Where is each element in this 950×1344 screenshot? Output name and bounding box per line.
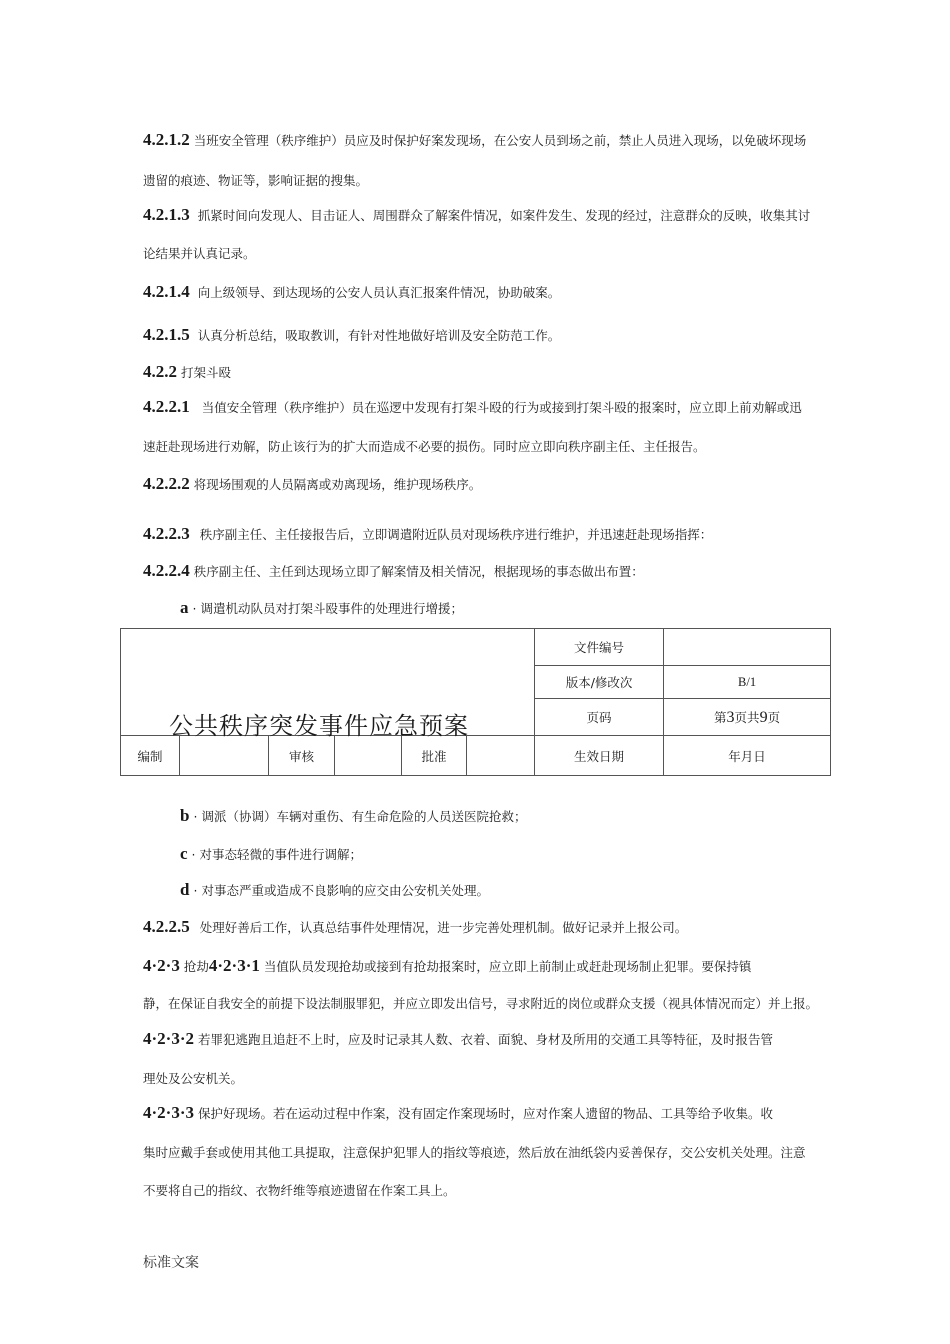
section-continuation: 论结果并认真记录。 bbox=[143, 246, 256, 261]
bullet-dot: · bbox=[193, 883, 198, 898]
section-4-2-2-4 bbox=[143, 561, 644, 581]
section-text: 秩序副主任、主任到达现场立即了解案情及相关情况，根据现场的事态做出布置： bbox=[193, 564, 644, 579]
section-4-2-1-3 bbox=[143, 205, 810, 225]
section-text: 将现场围观的人员隔离或劝离现场，维护现场秩序。 bbox=[193, 477, 482, 492]
section-4-2-1-2 bbox=[143, 130, 806, 150]
section-4-2-2 bbox=[143, 362, 231, 382]
section-text: 抓紧时间向发现人、目击证人、周围群众了解案件情况，如案件发生、发现的经过，注意群众的反映，收集其讨 bbox=[197, 208, 811, 223]
section-4-2-1-5 bbox=[143, 325, 560, 345]
list-item-c bbox=[180, 844, 362, 864]
review-value bbox=[335, 736, 402, 776]
section-4-2-3 bbox=[143, 956, 751, 976]
page-current: 3 bbox=[726, 708, 735, 726]
version-label: 版本/修改次 bbox=[535, 666, 664, 699]
section-text: 当班安全管理（秩序维护）员应及时保护好案发现场，在公安人员到场之前，禁止人员进入现场，以免破坏现场 bbox=[193, 133, 807, 148]
section-number: 4.2.2.3 bbox=[143, 524, 190, 543]
section-4-2-3-2 bbox=[143, 1029, 773, 1049]
page-mid: 页共 bbox=[734, 709, 760, 725]
subsection-number: 4·2·3·1 bbox=[208, 956, 260, 975]
section-number: 4.2.1.3 bbox=[143, 205, 190, 224]
section-number: 4.2.2.4 bbox=[143, 561, 190, 580]
list-item-d bbox=[180, 880, 489, 900]
list-item-text: 调遣机动队员对打架斗殴事件的处理进行增援； bbox=[200, 601, 463, 616]
bullet-dot: · bbox=[191, 847, 196, 862]
section-number: 4·2·3·2 bbox=[143, 1029, 195, 1048]
section-number: 4.2.1.4 bbox=[143, 282, 190, 301]
section-number: 4.2.1.2 bbox=[143, 130, 190, 149]
section-text: 当值队员发现抢劫或接到有抢劫报案时，应立即上前制止或赶赴现场制止犯罪。要保持镇 bbox=[263, 959, 752, 974]
page-footer: 标准文案 bbox=[143, 1255, 199, 1271]
section-continuation: 理处及公安机关。 bbox=[143, 1071, 244, 1086]
section-4-2-1-4 bbox=[143, 282, 560, 302]
section-text: 若罪犯逃跑且追赶不上时，应及时记录其人数、衣着、面貌、身材及所用的交通工具等特征，及时报告管 bbox=[198, 1032, 774, 1047]
bullet-dot: · bbox=[192, 601, 197, 616]
section-4-2-3-3 bbox=[143, 1103, 773, 1123]
page-label: 页码 bbox=[535, 699, 664, 736]
list-item-text: 对事态轻微的事件进行调解； bbox=[199, 847, 363, 862]
approve-label: 批准 bbox=[402, 736, 467, 776]
list-item-b bbox=[180, 806, 526, 826]
section-continuation: 集时应戴手套或使用其他工具提取，注意保护犯罪人的指纹等痕迹，然后放在油纸袋内妥善保存，交公安机关处理。注意 bbox=[143, 1145, 806, 1160]
document-header-table bbox=[120, 628, 831, 776]
section-continuation: 遗留的痕迹、物证等，影响证据的搜集。 bbox=[143, 173, 369, 188]
section-text: 向上级领导、到达现场的公安人员认真汇报案件情况，协助破案。 bbox=[197, 285, 561, 300]
document-title: 公共秩序突发事件应急预案 bbox=[169, 712, 469, 740]
section-4-2-2-1 bbox=[143, 397, 802, 417]
section-continuation: 静，在保证自我安全的前提下设法制服罪犯，并应立即发出信号，寻求附近的岗位或群众支援（视具体情况而定）并上报。 bbox=[143, 996, 819, 1011]
list-item-text: 对事态严重或造成不良影响的应交由公安机关处理。 bbox=[201, 883, 489, 898]
section-number: 4.2.2 bbox=[143, 362, 177, 381]
document-title-cell bbox=[121, 629, 535, 740]
section-text: 认真分析总结，吸取教训，有针对性地做好培训及安全防范工作。 bbox=[197, 328, 561, 343]
effective-date-value: 年月日 bbox=[664, 736, 831, 776]
section-continuation: 不要将自己的指纹、衣物纤维等痕迹遗留在作案工具上。 bbox=[143, 1183, 456, 1198]
effective-date-label: 生效日期 bbox=[535, 736, 664, 776]
compile-label: 编制 bbox=[121, 736, 180, 776]
page-suffix: 页 bbox=[767, 709, 781, 725]
section-4-2-2-3 bbox=[143, 524, 712, 544]
compile-value bbox=[180, 736, 269, 776]
page-total: 9 bbox=[759, 708, 768, 726]
section-text: 处理好善后工作，认真总结事件处理情况，进一步完善处理机制。做好记录并上报公司。 bbox=[199, 920, 688, 935]
section-text: 秩序副主任、主任接报告后，立即调遣附近队员对现场秩序进行维护，并迅速赶赴现场指挥： bbox=[199, 527, 713, 542]
list-item-a bbox=[180, 598, 463, 618]
section-number: 4·2·3·3 bbox=[143, 1103, 195, 1122]
list-item-letter: b bbox=[180, 806, 190, 825]
file-number-label: 文件编号 bbox=[535, 629, 664, 666]
section-continuation: 速赶赴现场进行劝解，防止该行为的扩大而造成不必要的损伤。同时应立即向秩序副主任、主任报告。 bbox=[143, 439, 706, 454]
section-text: 保护好现场。若在运动过程中作案，没有固定作案现场时，应对作案人遗留的物品、工具等给予收集。收 bbox=[198, 1106, 774, 1121]
page-value bbox=[664, 699, 831, 736]
approve-value bbox=[467, 736, 535, 776]
section-4-2-2-2 bbox=[143, 474, 481, 494]
section-text: 当值安全管理（秩序维护）员在巡逻中发现有打架斗殴的行为或接到打架斗殴的报案时，应立即上前劝解或迅 bbox=[201, 400, 802, 415]
section-number: 4.2.2.2 bbox=[143, 474, 190, 493]
page-prefix: 第 bbox=[714, 709, 727, 725]
list-item-text: 调派（协调）车辆对重伤、有生命危险的人员送医院抢救； bbox=[201, 809, 527, 824]
file-number-value bbox=[664, 629, 831, 666]
section-number: 4·2·3 bbox=[143, 956, 180, 975]
version-value: B/1 bbox=[664, 666, 831, 699]
list-item-letter: c bbox=[180, 844, 188, 863]
section-number: 4.2.1.5 bbox=[143, 325, 190, 344]
section-4-2-2-5 bbox=[143, 917, 687, 937]
section-title: 抢劫 bbox=[183, 959, 209, 974]
list-item-letter: d bbox=[180, 880, 190, 899]
list-item-letter: a bbox=[180, 598, 189, 617]
section-number: 4.2.2.1 bbox=[143, 397, 190, 416]
section-number: 4.2.2.5 bbox=[143, 917, 190, 936]
review-label: 审核 bbox=[269, 736, 335, 776]
section-text: 打架斗殴 bbox=[181, 365, 232, 380]
bullet-dot: · bbox=[193, 809, 198, 824]
